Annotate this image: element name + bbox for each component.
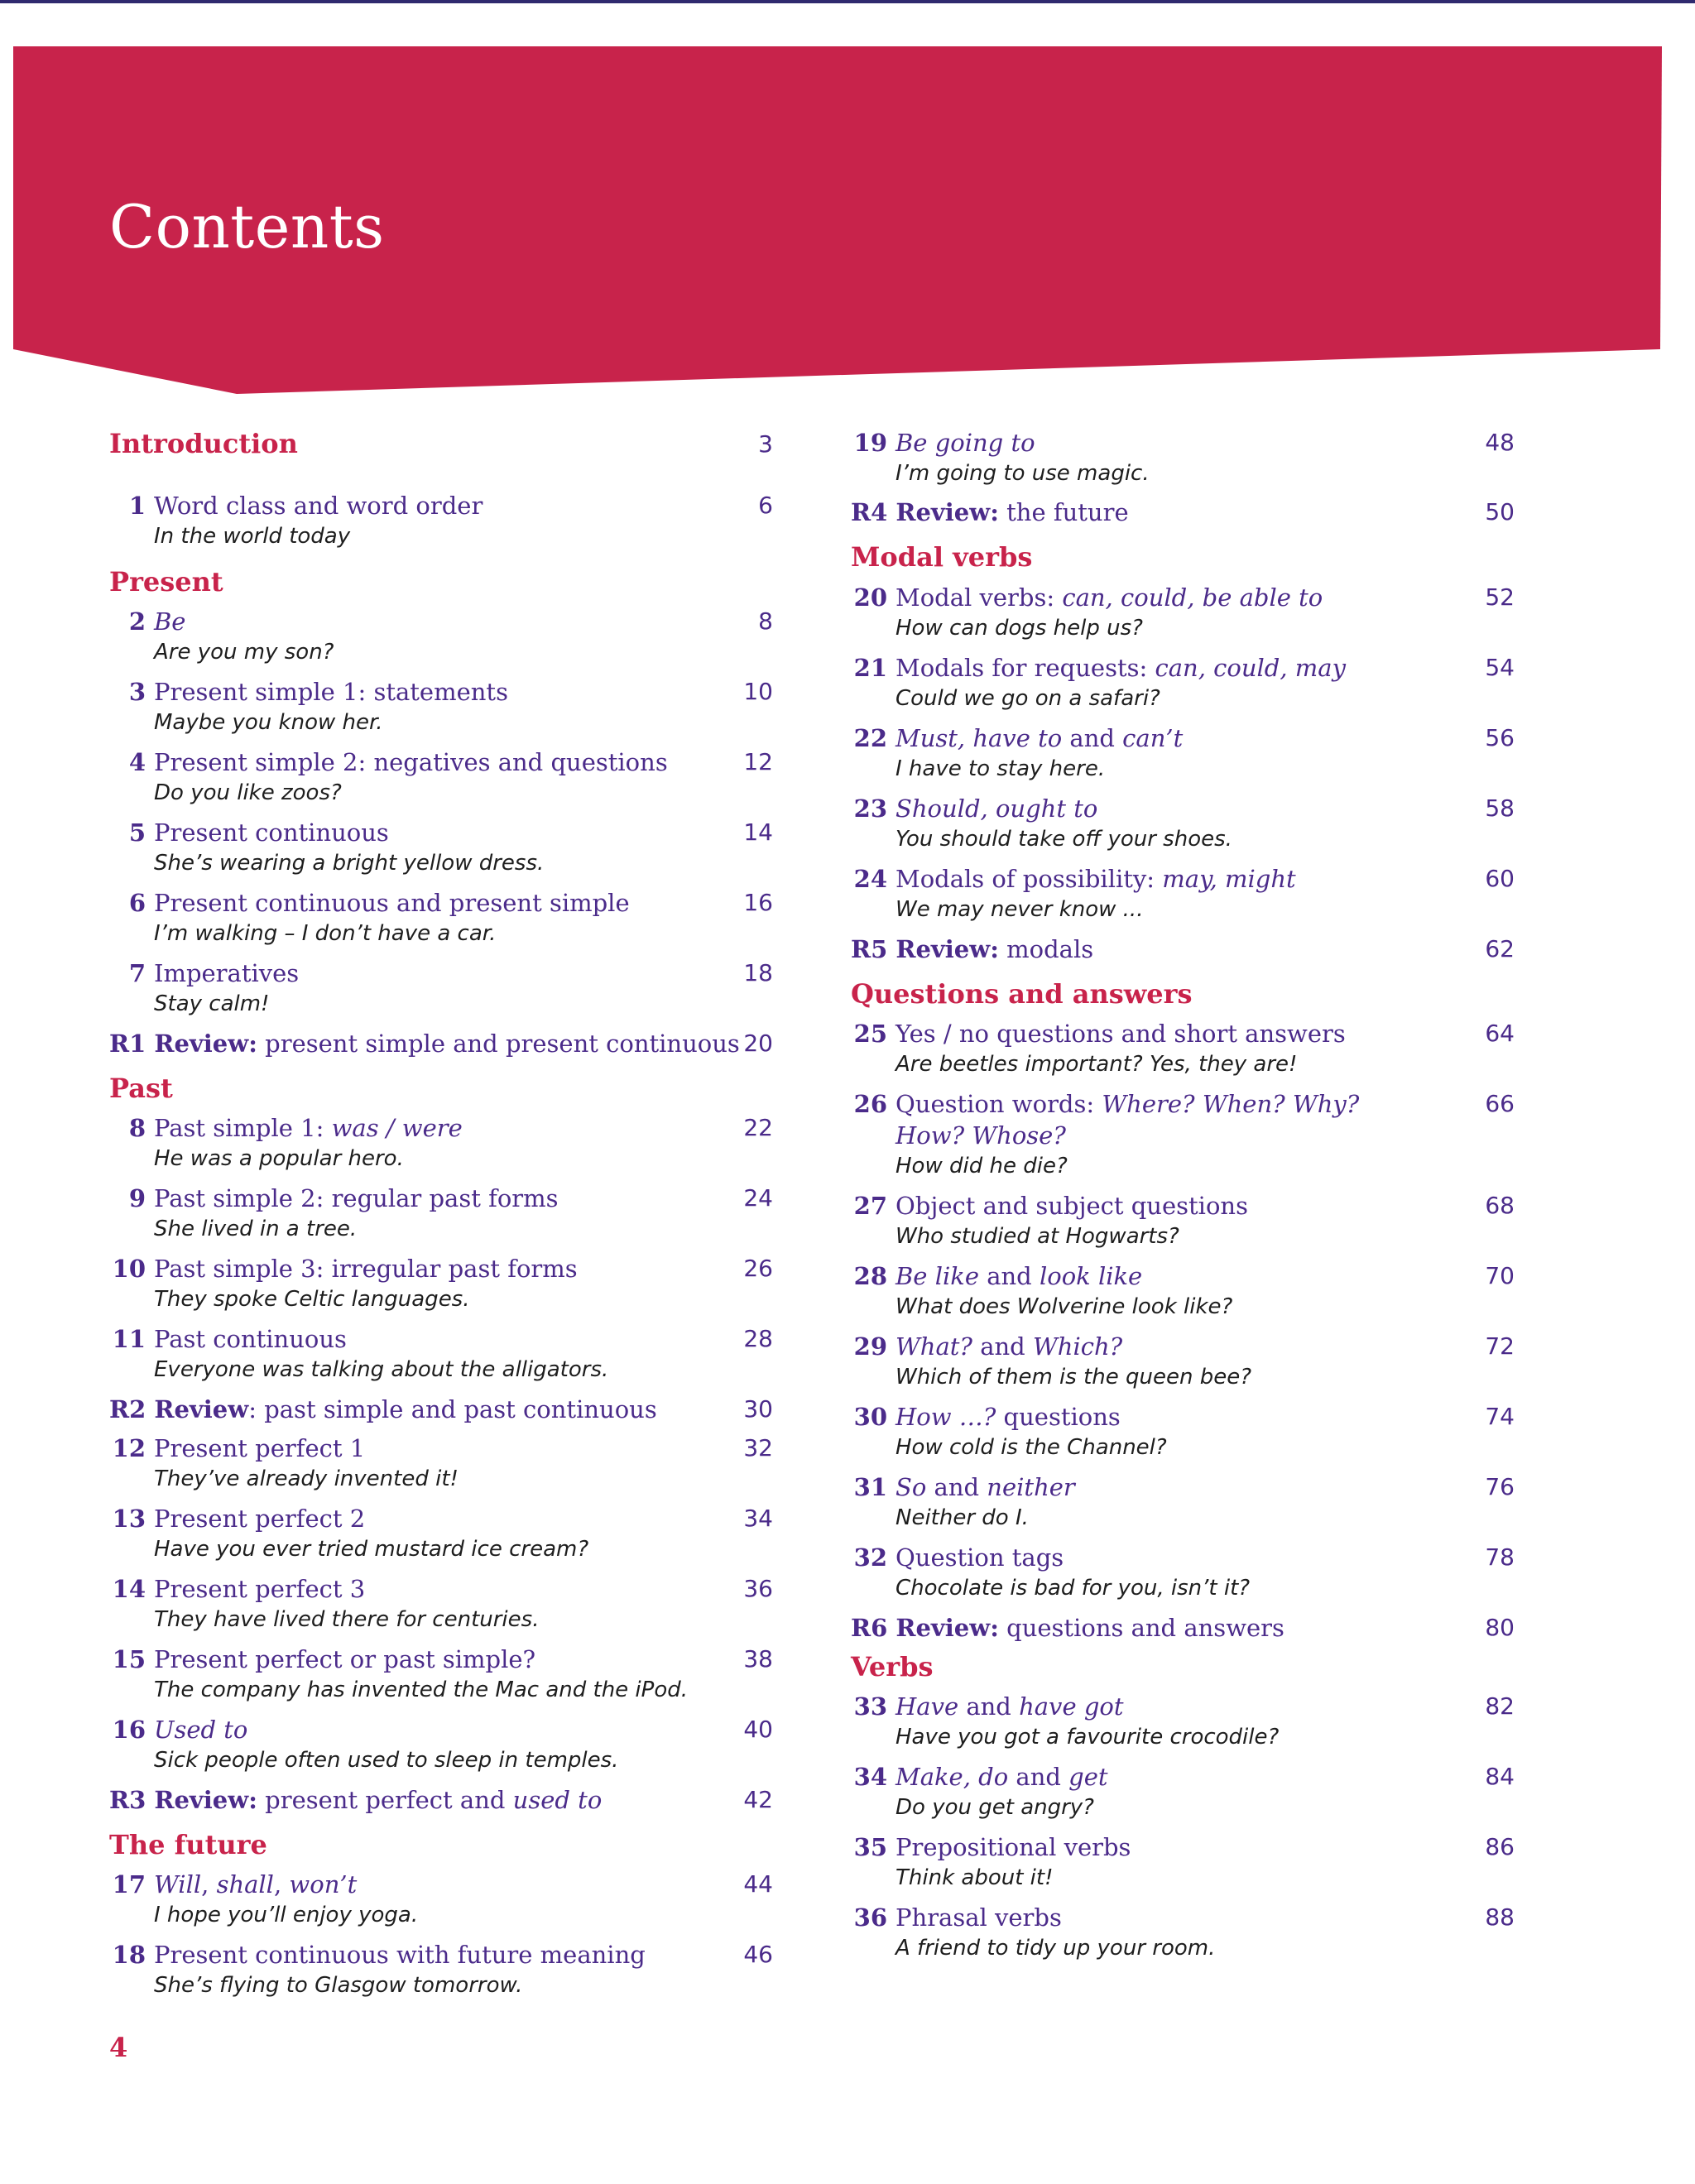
- page-number: 46: [743, 1941, 773, 1968]
- unit-title: [896, 722, 1183, 754]
- title-text: Imperatives: [154, 959, 300, 987]
- unit-number: 26: [853, 1090, 887, 1118]
- example-sentence: How can dogs help us?: [896, 616, 1143, 641]
- page-number: 24: [743, 1184, 773, 1212]
- review-heading: [109, 1784, 602, 1816]
- unit-number: 10: [112, 1255, 146, 1283]
- unit-title: [154, 1714, 247, 1745]
- title-text: Present continuous and present simple: [154, 889, 630, 917]
- title-italic: Which?: [1032, 1332, 1123, 1361]
- example-sentence: Everyone was talking about the alligators.: [154, 1357, 609, 1382]
- example-sentence: Think about it!: [896, 1865, 1054, 1890]
- title-text: Present continuous: [154, 818, 389, 847]
- unit-number: 33: [853, 1692, 887, 1721]
- title-text: and: [1062, 724, 1123, 752]
- example-sentence: I have to stay here.: [896, 756, 1106, 781]
- unit-number: 18: [112, 1941, 146, 1969]
- page-number: 76: [1485, 1473, 1515, 1500]
- title-text: Present perfect 1: [154, 1434, 366, 1462]
- page-number: 34: [743, 1505, 773, 1532]
- unit-title: [896, 427, 1035, 458]
- title-text: Present perfect 3: [154, 1575, 366, 1603]
- page-number: 16: [743, 889, 773, 916]
- title-italic: may, might: [1162, 865, 1296, 893]
- page-number: 38: [743, 1645, 773, 1673]
- page-number: 54: [1485, 654, 1515, 681]
- review-label: R3 Review:: [109, 1786, 257, 1814]
- title-text: Present continuous with future meaning: [154, 1941, 646, 1969]
- unit-number: 13: [112, 1505, 146, 1533]
- example-sentence: I’m walking – I don’t have a car.: [154, 921, 497, 946]
- title-italic: shall: [216, 1870, 274, 1898]
- title-text: Past simple 3: irregular past forms: [154, 1255, 578, 1283]
- page-number: 70: [1485, 1262, 1515, 1289]
- title-italic: can’t: [1122, 724, 1184, 752]
- title-text: questions: [996, 1403, 1121, 1431]
- unit-title: [896, 1088, 1359, 1120]
- title-text: questions and answers: [998, 1614, 1284, 1642]
- page-number: 28: [743, 1325, 773, 1352]
- unit-title: [154, 1644, 535, 1675]
- example-sentence: I hope you’ll enjoy yoga.: [154, 1903, 419, 1927]
- unit-number: 14: [112, 1575, 146, 1603]
- title-italic: can, could, be able to: [1062, 583, 1323, 612]
- page-number: 22: [743, 1114, 773, 1141]
- title-italic: What?: [896, 1332, 972, 1361]
- unit-title: [154, 958, 299, 989]
- title-italic: Will: [154, 1870, 202, 1898]
- page-number: 3: [758, 430, 773, 458]
- title-italic: Have: [896, 1692, 959, 1721]
- example-sentence: She lived in a tree.: [154, 1217, 358, 1241]
- title-text: Past simple 1:: [154, 1114, 332, 1142]
- title-text: Present simple 2: negatives and questions: [154, 748, 668, 776]
- example-sentence: He was a popular hero.: [154, 1146, 404, 1171]
- title-text: present simple and present continuous: [257, 1030, 740, 1058]
- unit-number: 28: [853, 1262, 887, 1290]
- example-sentence: Which of them is the queen bee?: [896, 1365, 1252, 1390]
- title-text: and: [926, 1473, 987, 1501]
- example-sentence: Chocolate is bad for you, isn’t it?: [896, 1576, 1251, 1601]
- example-sentence: Are beetles important? Yes, they are!: [896, 1052, 1298, 1077]
- unit-title: [154, 1183, 559, 1214]
- title-text: Past simple 2: regular past forms: [154, 1184, 559, 1212]
- unit-number: 3: [128, 678, 146, 706]
- unit-title: [154, 887, 630, 919]
- title-italic: can, could, may: [1155, 654, 1346, 682]
- review-heading: [851, 934, 1093, 965]
- title-italic: get: [1068, 1763, 1108, 1791]
- title-italic: used to: [512, 1786, 603, 1814]
- unit-title: [154, 1323, 347, 1355]
- page-number: 26: [743, 1255, 773, 1282]
- page-number: 66: [1485, 1090, 1515, 1117]
- page-number: 58: [1485, 794, 1515, 822]
- review-heading: [851, 1612, 1284, 1644]
- page-number: 8: [758, 607, 773, 635]
- example-sentence: They have lived there for centuries.: [154, 1607, 540, 1632]
- page-number: 10: [743, 678, 773, 705]
- title-text: Present perfect or past simple?: [154, 1645, 536, 1673]
- unit-title: [154, 1253, 578, 1284]
- introduction-label: Introduction: [109, 428, 298, 459]
- unit-number: 19: [853, 429, 887, 457]
- example-sentence: Have you got a favourite crocodile?: [896, 1725, 1280, 1750]
- unit-title: [896, 1761, 1108, 1793]
- page-number: 6: [758, 492, 773, 519]
- unit-title: [154, 1503, 365, 1534]
- example-sentence: We may never know ...: [896, 897, 1144, 922]
- unit-title: [896, 1542, 1064, 1573]
- unit-number: 30: [853, 1403, 887, 1431]
- example-sentence: Do you like zoos?: [154, 780, 342, 805]
- example-sentence: They spoke Celtic languages.: [154, 1287, 470, 1312]
- example-sentence: Sick people often used to sleep in temples.: [154, 1748, 619, 1773]
- unit-number: 2: [128, 607, 146, 636]
- unit-title: [896, 1190, 1248, 1222]
- title-text: Present perfect 2: [154, 1505, 366, 1533]
- page-number: 32: [743, 1434, 773, 1462]
- page-number: 68: [1485, 1192, 1515, 1219]
- title-italic: was / were: [331, 1114, 463, 1142]
- title-text: the future: [998, 498, 1129, 526]
- top-rule: [0, 0, 1695, 3]
- title-italic: look like: [1039, 1262, 1143, 1290]
- example-sentence: How did he die?: [896, 1154, 1068, 1178]
- unit-title-continued: [896, 1120, 1066, 1151]
- page-number: 82: [1485, 1692, 1515, 1720]
- section-heading-present: Present: [109, 566, 223, 598]
- unit-number: 9: [128, 1184, 146, 1212]
- example-sentence: They’ve already invented it!: [154, 1466, 459, 1491]
- unit-number: 4: [128, 748, 146, 776]
- page-number: 44: [743, 1870, 773, 1898]
- title-italic: Make, do: [896, 1763, 1009, 1791]
- review-label: R2 Review: [109, 1395, 249, 1423]
- example-sentence: She’s wearing a bright yellow dress.: [154, 851, 545, 876]
- section-heading-verbs: Verbs: [851, 1651, 934, 1682]
- unit-number: 15: [112, 1645, 146, 1673]
- review-label: R6 Review:: [851, 1614, 999, 1642]
- example-sentence: You should take off your shoes.: [896, 827, 1232, 852]
- title-text: present perfect and: [257, 1786, 513, 1814]
- example-sentence: A friend to tidy up your room.: [896, 1936, 1216, 1961]
- title-text: and: [972, 1332, 1033, 1361]
- page-number: 50: [1485, 498, 1515, 526]
- unit-number: 5: [128, 818, 146, 847]
- title-italic: How …?: [896, 1403, 996, 1431]
- review-heading: [109, 1028, 740, 1059]
- page-number: 20: [743, 1030, 773, 1057]
- title-italic: neither: [987, 1473, 1075, 1501]
- example-sentence: Who studied at Hogwarts?: [896, 1224, 1179, 1249]
- title-italic: How? Whose?: [896, 1121, 1066, 1150]
- unit-title: [896, 1471, 1075, 1503]
- title-text: ,: [273, 1870, 290, 1898]
- unit-number: 23: [853, 794, 887, 823]
- section-heading-past: Past: [109, 1073, 173, 1104]
- example-sentence: What does Wolverine look like?: [896, 1294, 1233, 1319]
- unit-number: 12: [112, 1434, 146, 1462]
- title-italic: Be: [154, 607, 186, 636]
- unit-title: [896, 1018, 1346, 1049]
- page-number: 12: [743, 748, 773, 775]
- unit-number: 17: [112, 1870, 146, 1898]
- unit-title: [896, 1331, 1122, 1362]
- page-title: Contents: [109, 192, 385, 262]
- page-number: 42: [743, 1786, 773, 1813]
- unit-title: [154, 490, 483, 521]
- title-text: Word class and word order: [154, 492, 483, 520]
- review-label: R4 Review:: [851, 498, 999, 526]
- unit-number: 31: [853, 1473, 887, 1501]
- unit-title: [896, 1902, 1062, 1933]
- page-number: 64: [1485, 1020, 1515, 1047]
- example-sentence: Stay calm!: [154, 991, 270, 1016]
- title-italic: Be like: [896, 1262, 979, 1290]
- unit-number: 24: [853, 865, 887, 893]
- unit-title: [154, 1869, 357, 1900]
- page-number: 52: [1485, 583, 1515, 611]
- unit-title: [154, 1573, 365, 1605]
- unit-title: [896, 793, 1097, 824]
- page-number: 88: [1485, 1903, 1515, 1931]
- unit-number: 27: [853, 1192, 887, 1220]
- title-text: and: [978, 1262, 1040, 1290]
- page-number: 78: [1485, 1543, 1515, 1571]
- page-number: 86: [1485, 1833, 1515, 1860]
- title-text: Modals for requests:: [896, 654, 1155, 682]
- unit-number: 8: [128, 1114, 146, 1142]
- title-italic: Be going to: [896, 429, 1035, 457]
- page-number: 84: [1485, 1763, 1515, 1790]
- unit-number: 34: [853, 1763, 887, 1791]
- unit-title: [154, 676, 508, 708]
- unit-number: 7: [128, 959, 146, 987]
- title-text: and: [1008, 1763, 1069, 1791]
- title-italic: Must, have to: [896, 724, 1063, 752]
- title-text: modals: [998, 935, 1094, 963]
- page-number: 62: [1485, 935, 1515, 962]
- section-heading-future: The future: [109, 1829, 267, 1860]
- unit-title: [154, 746, 668, 778]
- title-italic: Where? When? Why?: [1102, 1090, 1360, 1118]
- unit-number: 36: [853, 1903, 887, 1932]
- unit-number: 32: [853, 1543, 887, 1572]
- page-number: 36: [743, 1575, 773, 1602]
- example-sentence: Could we go on a safari?: [896, 686, 1160, 711]
- unit-title: [896, 1831, 1131, 1863]
- title-text: : past simple and past continuous: [248, 1395, 657, 1423]
- title-italic: won’t: [289, 1870, 358, 1898]
- unit-number: 21: [853, 654, 887, 682]
- title-italic: Should, ought to: [896, 794, 1098, 823]
- title-italic: have got: [1019, 1692, 1124, 1721]
- page-number: 14: [743, 818, 773, 846]
- page-number: 18: [743, 959, 773, 986]
- review-label: R1 Review:: [109, 1030, 257, 1058]
- unit-title: [896, 863, 1296, 895]
- title-text: Prepositional verbs: [896, 1833, 1131, 1861]
- example-sentence: Neither do I.: [896, 1505, 1029, 1530]
- unit-title: [154, 606, 185, 637]
- example-sentence: Are you my son?: [154, 640, 334, 665]
- section-heading-modal-verbs: Modal verbs: [851, 541, 1033, 573]
- unit-number: 20: [853, 583, 887, 612]
- title-italic: So: [896, 1473, 927, 1501]
- example-sentence: I’m going to use magic.: [896, 461, 1150, 486]
- unit-title: [154, 817, 389, 848]
- page-number: 56: [1485, 724, 1515, 751]
- title-text: Question words:: [896, 1090, 1102, 1118]
- page-number: 40: [743, 1716, 773, 1743]
- page-number: 80: [1485, 1614, 1515, 1641]
- page-number: 48: [1485, 429, 1515, 456]
- unit-number: 1: [128, 492, 146, 520]
- review-heading: [851, 497, 1129, 528]
- unit-title: [896, 1401, 1121, 1433]
- example-sentence: Do you get angry?: [896, 1795, 1094, 1820]
- example-sentence: How cold is the Channel?: [896, 1435, 1167, 1460]
- unit-title: [896, 1260, 1142, 1292]
- title-text: Modal verbs:: [896, 583, 1063, 612]
- title-italic: Used to: [154, 1716, 248, 1744]
- title-text: and: [958, 1692, 1020, 1721]
- example-sentence: In the world today: [154, 524, 351, 549]
- title-text: Object and subject questions: [896, 1192, 1248, 1220]
- example-sentence: Maybe you know her.: [154, 710, 383, 735]
- page-number: 72: [1485, 1332, 1515, 1360]
- title-text: Modals of possibility:: [896, 865, 1163, 893]
- page-number: 30: [743, 1395, 773, 1423]
- title-text: Present simple 1: statements: [154, 678, 508, 706]
- section-heading-questions: Questions and answers: [851, 978, 1193, 1010]
- unit-title: [896, 1691, 1124, 1722]
- unit-title: [154, 1433, 365, 1464]
- unit-number: 25: [853, 1020, 887, 1048]
- review-label: R5 Review:: [851, 935, 999, 963]
- title-text: Question tags: [896, 1543, 1064, 1572]
- unit-number: 6: [128, 889, 146, 917]
- unit-title: [896, 652, 1346, 684]
- unit-number: 29: [853, 1332, 887, 1361]
- title-text: Yes / no questions and short answers: [896, 1020, 1346, 1048]
- example-sentence: The company has invented the Mac and the iPod.: [154, 1678, 689, 1702]
- unit-number: 35: [853, 1833, 887, 1861]
- example-sentence: She’s flying to Glasgow tomorrow.: [154, 1973, 523, 1998]
- unit-title: [154, 1112, 463, 1144]
- unit-title: [896, 582, 1323, 613]
- page-number: 74: [1485, 1403, 1515, 1430]
- title-text: Past continuous: [154, 1325, 347, 1353]
- page-number-footer: 4: [109, 2032, 128, 2063]
- title-text: ,: [201, 1870, 217, 1898]
- unit-title: [154, 1939, 646, 1970]
- unit-number: 11: [112, 1325, 146, 1353]
- unit-number: 16: [112, 1716, 146, 1744]
- title-text: Phrasal verbs: [896, 1903, 1062, 1932]
- review-heading: [109, 1394, 657, 1425]
- unit-number: 22: [853, 724, 887, 752]
- page-number: 60: [1485, 865, 1515, 892]
- example-sentence: Have you ever tried mustard ice cream?: [154, 1537, 589, 1562]
